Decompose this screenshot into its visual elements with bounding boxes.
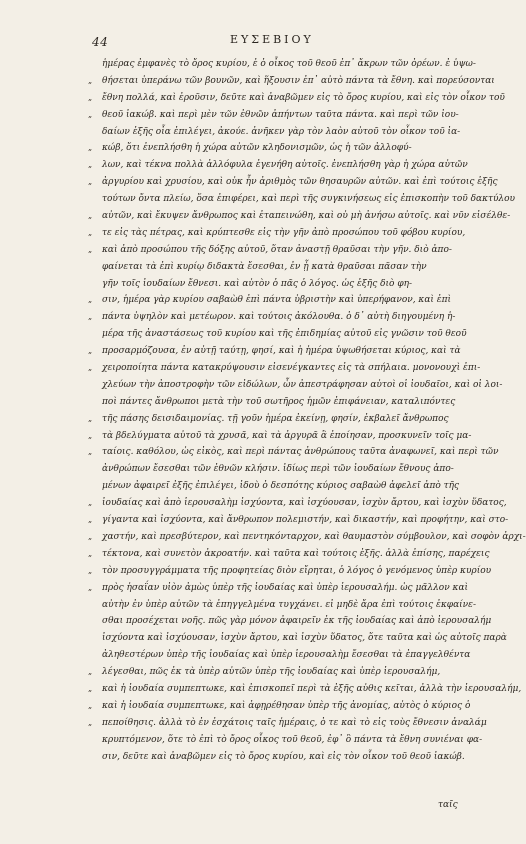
line-text: πεποίθησις. ἀλλὰ τὸ ἐν ἐσχάτοις ταῖς ἡμέραις, ὁ τε καὶ τὸ εἰς τοὺς ἔθνεσιν ἀναλάμ xyxy=(102,717,487,728)
text-line xyxy=(88,56,476,73)
line-text: ἰσχύοντα καὶ ἰσχύουσαν, ἰσχὺν ἄρτου, καὶ ἰσχὺν ὕδατος, ὅτε ταῦτα καὶ ὡς αὐτοῖς παρὰ xyxy=(102,633,507,644)
text-line xyxy=(88,343,461,360)
quotation-mark: „ xyxy=(88,447,93,457)
quotation-mark: „ xyxy=(88,548,93,558)
text-line xyxy=(88,276,456,293)
text-line xyxy=(88,529,526,546)
text-line xyxy=(88,495,507,512)
text-line xyxy=(88,140,456,157)
quotation-mark: „ xyxy=(88,667,93,677)
text-line xyxy=(88,208,511,225)
text-line xyxy=(88,377,503,394)
text-line xyxy=(88,512,509,529)
line-text: θεοῦ ἰακώβ. καὶ περὶ μὲν τῶν ἐθνῶν ἀπήντων ταῦτα πάντα. καὶ περὶ τῶν ἰου- xyxy=(102,109,459,120)
quotation-mark: „ xyxy=(88,109,93,119)
quotation-mark: „ xyxy=(88,565,93,575)
line-text: σιν, ἡμέρα γὰρ κυρίου σαβαὼθ ἐπὶ πάντα ὑβριστὴν καὶ ὑπερήφανον, καὶ ἐπὶ xyxy=(102,295,452,306)
running-head: ΕΥΣΕΒΙΟΥ xyxy=(230,33,314,46)
text-line xyxy=(88,107,459,124)
quotation-mark: „ xyxy=(88,75,93,85)
text-line xyxy=(88,698,471,715)
text-line xyxy=(88,292,456,309)
line-text: αὐτῶν, καὶ ἔκυψεν ἄνθρωπος καὶ ἐταπεινώθη, καὶ οὐ μὴ ἀνήσω αὐτοῖς. καὶ νῦν εἰσέλθε- xyxy=(102,211,511,222)
text-line xyxy=(88,309,456,326)
quotation-mark: „ xyxy=(88,312,93,322)
quotation-mark: „ xyxy=(88,92,93,102)
line-text: ταίοις. καθόλου, ὡς εἰκὸς, καὶ περὶ πάντας ἀνθρώπους ταῦτα ἀναφωνεῖ, καὶ περὶ τῶν xyxy=(102,447,499,458)
quotation-mark: „ xyxy=(88,413,93,423)
quotation-mark: „ xyxy=(88,244,93,254)
line-text: τέκτονα, καὶ συνετὸν ἀκροατήν. καὶ ταῦτα καὶ τούτοις ἑξῆς. ἀλλὰ ἐπίσης, παρέχεις xyxy=(102,548,490,559)
quotation-mark: „ xyxy=(88,498,93,508)
page-number: 44 xyxy=(92,35,109,49)
text-line xyxy=(88,478,460,495)
text-line xyxy=(88,73,495,90)
text-line xyxy=(88,664,456,681)
text-line xyxy=(88,546,490,563)
line-text: προσαρμόζουσα, ἐν αὐτῇ ταύτῃ, φησί, καὶ ἡ ἡμέρα ὑψωθήσεται κύριος, καὶ τὰ xyxy=(102,346,461,357)
quotation-mark: „ xyxy=(88,346,93,356)
quotation-mark: „ xyxy=(88,363,93,373)
text-line xyxy=(88,394,456,411)
text-line xyxy=(88,444,499,461)
text-line xyxy=(88,90,505,107)
quotation-mark: „ xyxy=(88,211,93,221)
text-block xyxy=(88,56,526,765)
line-text: πάντα ὑψηλὸν καὶ μετέωρον. καὶ τούτοις ἀκόλουθα. ὁ δ᾽ αὐτὴ διηγουμένη ἡ- xyxy=(102,312,456,323)
line-text: ἀληθεστέρων ὑπὲρ τῆς ἰουδαίας καὶ ὑπὲρ ἱερουσαλὴμ ἔσεσθαι τὰ ἐπαγγελθέντα xyxy=(102,650,471,661)
quotation-mark: „ xyxy=(88,430,93,440)
line-text: μένων ἀφαιρεῖ ἐξῆς ἐπιλέγει, ἰδοὺ ὁ δεσπότης κύριος σαβαὼθ ἀφελεῖ ἀπὸ τῆς xyxy=(102,481,460,492)
quotation-mark: „ xyxy=(88,295,93,305)
text-line xyxy=(88,630,507,647)
catchword: ταῖς xyxy=(438,800,458,810)
line-text: ἡμέρας ἐμφανὲς τὸ ὄρος κυρίου, ἐ ὁ οἶκος τοῦ θεοῦ ἐπ᾽ ἄκρων τῶν ὀρέων. ἐ ὑψω- xyxy=(102,59,476,69)
line-text: φαίνεται τὰ ἐπὶ κυρίῳ διδακτὰ ἔσεσθαι, ἐν ᾗ κατὰ θραῦσαι πᾶσαν τὴν xyxy=(102,261,427,272)
text-line xyxy=(88,157,468,174)
line-text: τε εἰς τὰς πέτρας, καὶ κρύπτεσθε εἰς τὴν γῆν ἀπὸ προσώπου τοῦ φόβου κυρίου, xyxy=(102,227,466,238)
text-line xyxy=(88,242,456,259)
line-text: γίγαντα καὶ ἰσχύοντα, καὶ ἄνθρωπον πολεμιστήν, καὶ δικαστήν, καὶ προφήτην, καὶ στο- xyxy=(102,515,509,526)
quotation-mark: „ xyxy=(88,531,93,541)
line-text: ἀργυρίου καὶ χρυσίου, καὶ οὐκ ἦν ἀριθμὸς τῶν θησαυρῶν αὐτῶν. καὶ ἐπὶ τούτοις ἑξῆς xyxy=(102,177,498,188)
text-line xyxy=(88,647,471,664)
line-text: σιν, δεῦτε καὶ ἀναβῶμεν εἰς τὸ ὄρος κυρίου, καὶ εἰς τὸν οἶκον τοῦ θεοῦ ἰακώβ. xyxy=(102,751,465,762)
quotation-mark: „ xyxy=(88,717,93,727)
line-text: δαίων ἑξῆς οἷα ἐπιλέγει, ἀκούε. ἀνῆκεν γὰρ τὸν λαὸν αὐτοῦ τὸν οἶκον τοῦ ἰα- xyxy=(102,126,461,137)
text-line xyxy=(88,360,481,377)
text-line xyxy=(88,749,465,766)
text-line xyxy=(88,580,469,597)
line-text: τὸν προσυγγράμματα τῆς προφητείας διὸν εἴρηται, ὁ λόγος ὁ γενόμενος ὑπὲρ κυρίου xyxy=(102,565,492,576)
line-text: καὶ ἀπὸ προσώπου τῆς δόξης αὐτοῦ, ὅταν ἀναστῇ θραῦσαι τὴν γῆν. διὸ ἀπο- xyxy=(102,244,452,255)
line-text: λων, καὶ τέκνα πολλὰ ἀλλόφυλα ἐγενήθη αὐτοῖς. ἐνεπλήσθη γὰρ ἡ χώρα αὐτῶν xyxy=(102,160,468,171)
quotation-mark: „ xyxy=(88,227,93,237)
text-line xyxy=(88,326,467,343)
text-line xyxy=(88,613,492,630)
line-text: τῆς πάσης δεισιδαιμονίας. τῇ γοῦν ἡμέρα ἐκείνῃ, φησίν, ἐκβαλεῖ ἄνθρωπος xyxy=(102,413,449,424)
text-line xyxy=(88,715,487,732)
quotation-mark: „ xyxy=(88,582,93,592)
line-text: κώβ, ὅτι ἐνεπλήσθη ἡ χώρα αὐτῶν κληδονισμῶν, ὡς ἡ τῶν ἀλλοφύ- xyxy=(102,143,412,154)
line-text: ἀνθρώπων ἔσεσθαι τῶν ἐθνῶν κλήσιν. ἰδίως περὶ τῶν ἰουδαίων ἔθνους ἀπο- xyxy=(102,464,454,475)
quotation-mark: „ xyxy=(88,160,93,170)
line-text: τὰ βδελύγματα αὐτοῦ τὰ χρυσᾶ, καὶ τὰ ἀργυρᾶ ἃ ἐποίησαν, προσκυνεῖν τοῖς μα- xyxy=(102,430,472,441)
line-text: καὶ ἡ ἰουδαία συμπεπτωκε, καὶ ἀφῃρέθησαν ὑπὲρ τῆς ἀνομίας, αὐτὸς ὁ κύριος ὁ xyxy=(102,700,471,711)
line-text: χειροποίητα πάντα κατακρύψουσιν εἰσενέγκαντες εἰς τὰ σπήλαια. μονονουχὶ ἐπι- xyxy=(102,363,481,374)
text-line xyxy=(88,597,477,614)
quotation-mark: „ xyxy=(88,143,93,153)
line-text: μέρα τῆς ἀναστάσεως τοῦ κυρίου καὶ τῆς ἐπιδημίας αὐτοῦ εἰς γνῶσιν τοῦ θεοῦ xyxy=(102,329,467,340)
text-line xyxy=(88,259,456,276)
text-line xyxy=(88,191,516,208)
quotation-mark: „ xyxy=(88,683,93,693)
line-text: χαστήν, καὶ πρεσβύτερον, καὶ πεντηκόνταρχον, καὶ θαυμαστὸν σύμβουλον, καὶ σοφὸν ἀρχι- xyxy=(102,531,526,542)
text-line xyxy=(88,411,456,428)
quotation-mark: „ xyxy=(88,700,93,710)
line-text: αὐτὴν ἐν ὑπὲρ αὐτῶν τὰ ἐπηγγελμένα τυγχάνει. εἰ μηδὲ ἄρα ἐπὶ τούτοις ἐκφαίνε- xyxy=(102,599,477,610)
text-line xyxy=(88,461,456,478)
quotation-mark: „ xyxy=(88,515,93,525)
text-line xyxy=(88,681,522,698)
text-line xyxy=(88,124,461,141)
text-line xyxy=(88,732,483,749)
line-text: ποὶ πάντες ἄνθρωποι μετὰ τὴν τοῦ σωτῆρος ἡμῶν ἐπιφάνειαν, καταλιπόντες xyxy=(102,396,456,407)
line-text: σθαι προσέχεται νοῆς. πῶς γὰρ μόνον ἀφαιρεῖν ἐκ τῆς ἰουδαίας καὶ ἀπὸ ἱερουσαλήμ xyxy=(102,616,492,627)
text-line xyxy=(88,428,472,445)
line-text: θήσεται ὑπεράνω τῶν βουνῶν, καὶ ἥξουσιν ἐπ᾽ αὐτὸ πάντα τὰ ἔθνη. καὶ πορεύσονται xyxy=(102,75,495,86)
line-text: πρὸς ἡσαΐαν υἱὸν ἀμὼς ὑπὲρ τῆς ἰουδαίας καὶ ὑπὲρ ἱερουσαλήμ. ὡς μᾶλλον καὶ xyxy=(102,582,469,593)
line-text: ἰουδαίας καὶ ἀπὸ ἱερουσαλὴμ ἰσχύοντα, καὶ ἰσχύουσαν, ἰσχὺν ἄρτου, καὶ ἰσχὺν ὕδατος, xyxy=(102,498,507,509)
line-text: κρυπτόμενον, ὅτε τὸ ἐπὶ τὸ ὄρος οἶκος τοῦ θεοῦ, ἐφ᾽ ὃ πάντα τὰ ἔθνη συνιέναι φα- xyxy=(102,734,483,745)
line-text: γῆν τοῖς ἰουδαίων ἔθνεσι. καὶ αὐτὸν ὁ πᾶς ὁ λόγος. ὡς ἑξῆς διὸ φη- xyxy=(102,278,413,289)
text-line xyxy=(88,174,498,191)
line-text: λέγεσθαι, πῶς ἐκ τὰ ὑπὲρ αὐτῶν ὑπὲρ τῆς ἰουδαίας καὶ ὑπὲρ ἱερουσαλήμ, xyxy=(102,667,441,678)
line-text: καὶ ἡ ἰουδαία συμπεπτωκε, καὶ ἐπισκοπεῖ περὶ τὰ ἑξῆς αὐθις κεῖται, ἀλλὰ τὴν ἱερουσαλήμ, xyxy=(102,683,522,694)
text-line xyxy=(88,225,466,242)
line-text: ἔθνη πολλά, καὶ ἐροῦσιν, δεῦτε καὶ ἀναβῶμεν εἰς τὸ ὄρος κυρίου, καὶ εἰς τὸν οἶκον τοῦ xyxy=(102,92,505,103)
line-text: χλεύων τὴν ἀποστροφὴν τῶν εἰδώλων, ὧν ἀπεστράφησαν αὐτοὶ οἱ ἰουδαῖοι, καὶ οἱ λοι- xyxy=(102,379,503,390)
line-text: τούτων ὄντα πλείω, ὅσα ἐπιφέρει, καὶ περὶ τῆς συγκινήσεως εἰς ἐπισκοπὴν τοῦ δακτύλου xyxy=(102,194,516,205)
quotation-mark: „ xyxy=(88,177,93,187)
text-line xyxy=(88,563,492,580)
